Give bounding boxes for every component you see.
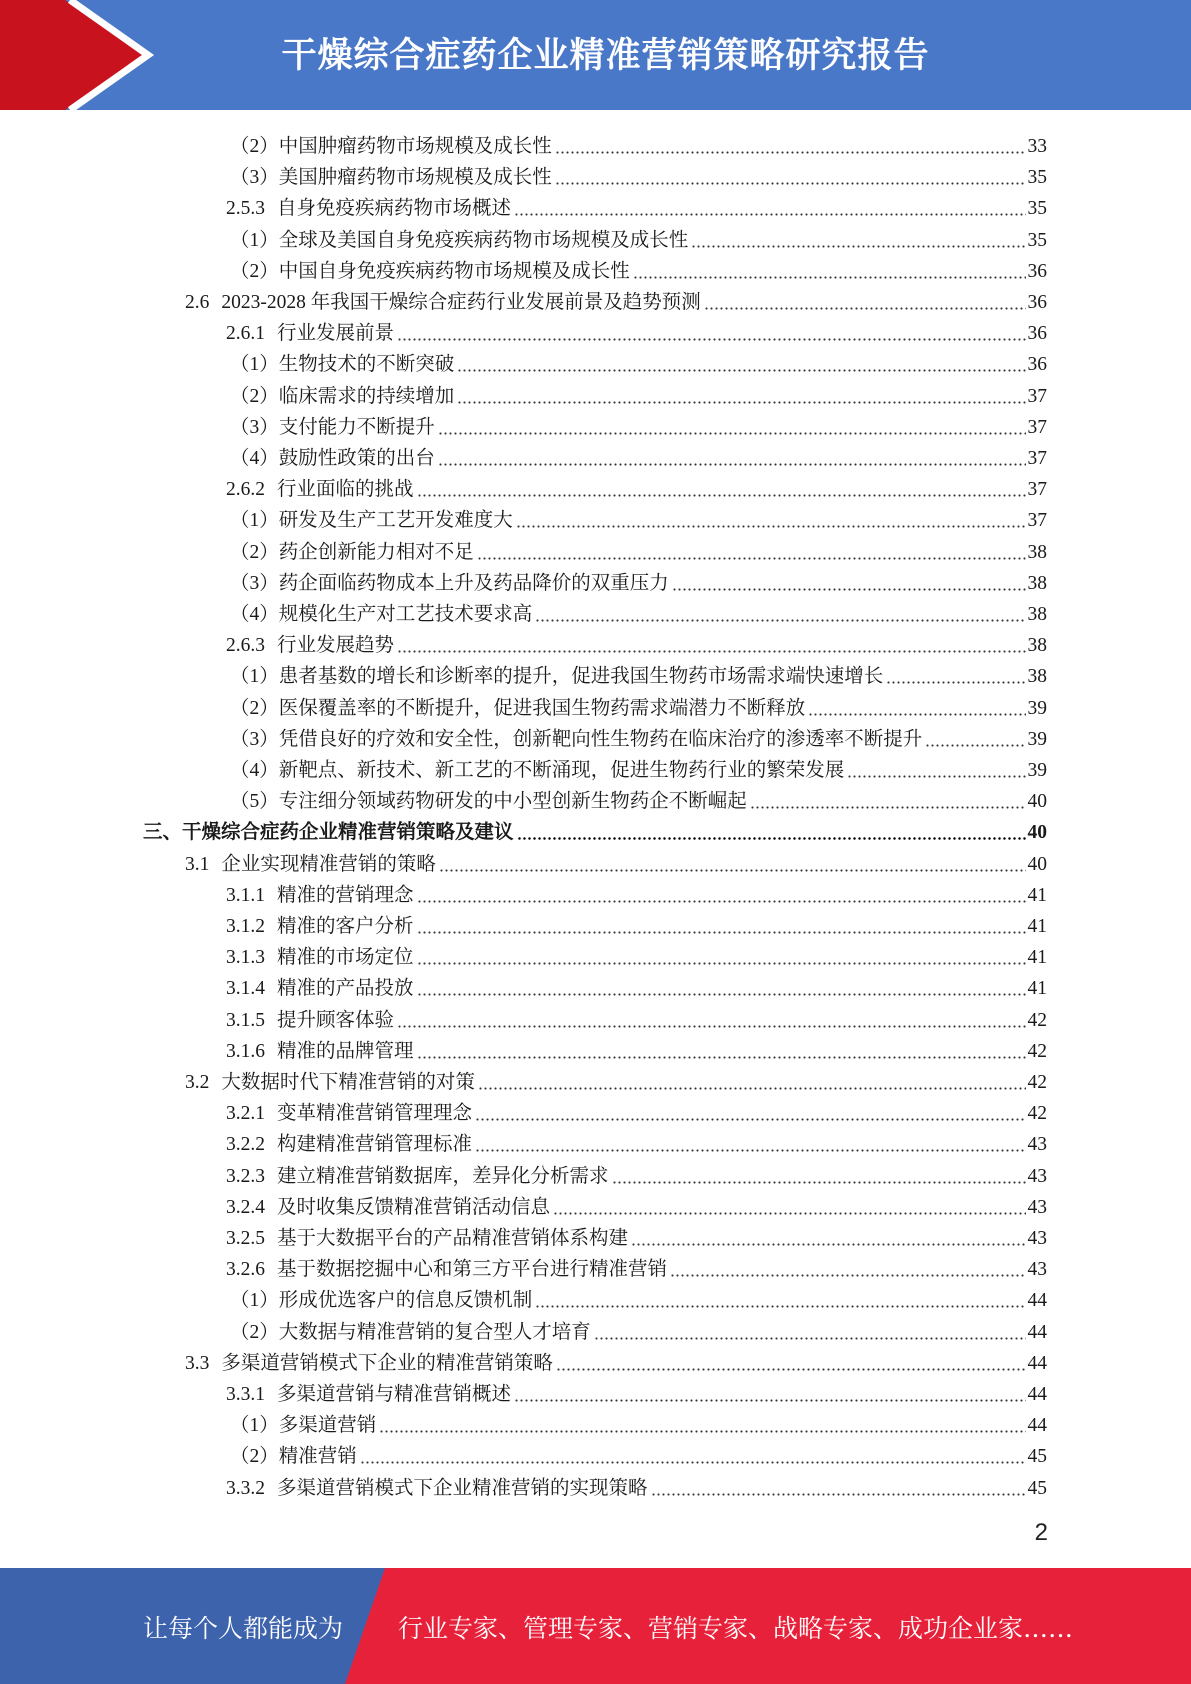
toc-entry-title: 建立精准营销数据库，差异化分析需求 <box>277 1165 609 1187</box>
toc-entry-title: 新靶点、新技术、新工艺的不断涌现，促进生物药行业的繁荣发展 <box>278 760 845 781</box>
toc-entry-title: 患者基数的增长和诊断率的提升，促进我国生物药市场需求端快速增长 <box>278 666 884 688</box>
toc-entry-number: 3.3.1 <box>226 1384 265 1405</box>
toc-entry-page: 37 <box>1027 416 1047 438</box>
toc-entry-page: 35 <box>1027 229 1047 251</box>
toc-dot-leader <box>555 151 1026 154</box>
toc-entry-title: 大数据与精准营销的复合型人才培育 <box>278 1321 591 1343</box>
toc-entry-title: 鼓励性政策的出台 <box>278 448 435 469</box>
toc-entry-page: 43 <box>1027 1259 1047 1281</box>
toc-entry-page: 39 <box>1027 697 1047 719</box>
toc-dot-leader <box>417 900 1026 903</box>
toc-entry-page: 44 <box>1027 1352 1047 1374</box>
toc-dot-leader <box>594 1337 1026 1340</box>
toc-entry-title: 多渠道营销模式下企业的精准营销策略 <box>221 1352 553 1374</box>
toc-entry[interactable] <box>226 908 1047 939</box>
toc-entry-number: 3.1.1 <box>226 884 265 906</box>
toc-entry[interactable] <box>226 1314 1047 1345</box>
toc-entry-title: 专注细分领域药物研发的中小型创新生物药企不断崛起 <box>278 791 747 813</box>
toc-dot-leader <box>651 1493 1026 1496</box>
toc-entry[interactable] <box>226 502 1047 533</box>
toc-dot-leader <box>925 744 1025 747</box>
toc-entry-page: 42 <box>1027 1009 1047 1031</box>
toc-dot-leader <box>397 338 1025 341</box>
toc-entry[interactable] <box>226 1407 1047 1438</box>
toc-entry-title: 中国自身免疫疾病药物市场规模及成长性 <box>278 260 630 282</box>
toc-entry[interactable] <box>226 471 1047 502</box>
toc-entry-number: （4） <box>230 604 279 625</box>
toc-entry-title: 干燥综合症药企业精准营销策略及建议 <box>182 822 514 844</box>
toc-entry-page: 35 <box>1027 167 1047 189</box>
toc-entry-page: 43 <box>1027 1165 1047 1187</box>
toc-entry-page: 38 <box>1027 666 1047 688</box>
toc-entry[interactable] <box>185 846 1047 877</box>
toc-entry-number: 3.2.4 <box>226 1196 265 1218</box>
toc-entry-number: 2.6.3 <box>226 635 265 657</box>
toc-entry-page: 38 <box>1027 635 1047 657</box>
footer-slogan-left: 让每个人都能成为 <box>143 1614 344 1643</box>
toc-entry-number: （1） <box>230 229 279 251</box>
toc-entry-title: 提升顾客体验 <box>277 1009 395 1031</box>
toc-entry-title: 医保覆盖率的不断提升，促进我国生物药需求端潜力不断释放 <box>278 697 806 719</box>
toc-entry[interactable] <box>226 1470 1047 1501</box>
toc-entry-title: 行业发展趋势 <box>277 635 395 657</box>
toc-entry[interactable] <box>185 284 1047 315</box>
toc-entry[interactable] <box>226 222 1047 253</box>
toc-dot-leader <box>417 993 1026 996</box>
toc-entry-number: 3.1.3 <box>226 947 265 969</box>
toc-dot-leader <box>514 213 1025 216</box>
toc-entry[interactable] <box>226 658 1047 689</box>
toc-entry[interactable] <box>226 877 1047 908</box>
toc-entry[interactable] <box>226 534 1047 565</box>
toc-dot-leader <box>612 1181 1026 1184</box>
toc-dot-leader <box>417 1056 1026 1059</box>
toc-entry-title: 基于大数据平台的产品精准营销体系构建 <box>277 1228 629 1249</box>
toc-entry-page: 45 <box>1027 1446 1047 1468</box>
toc-dot-leader <box>379 1430 1025 1433</box>
toc-entry[interactable] <box>226 440 1047 471</box>
toc-dot-leader <box>691 245 1025 248</box>
toc-entry-page: 44 <box>1027 1321 1047 1343</box>
toc-entry-title: 及时收集反馈精准营销活动信息 <box>277 1196 551 1218</box>
toc-dot-leader <box>457 369 1025 372</box>
toc-entry-page: 44 <box>1027 1415 1047 1437</box>
toc-entry-number: （4） <box>230 760 279 781</box>
toc-entry-page: 38 <box>1027 541 1047 563</box>
toc-entry-page: 44 <box>1027 1384 1047 1405</box>
toc-entry-title: 美国肿瘤药物市场规模及成长性 <box>278 167 552 189</box>
toc-entry-title: 支付能力不断提升 <box>278 416 435 438</box>
toc-dot-leader <box>438 432 1026 435</box>
toc-entry-page: 44 <box>1027 1290 1047 1312</box>
toc-entry-number: 三、 <box>143 822 183 844</box>
footer-banner <box>0 1568 1191 1684</box>
toc-entry-page: 40 <box>1027 822 1047 844</box>
toc-dot-leader <box>633 276 1026 279</box>
toc-dot-leader <box>672 588 1026 591</box>
toc-entry-page: 45 <box>1027 1477 1047 1499</box>
toc-entry-page: 37 <box>1027 479 1047 501</box>
toc-entry-title: 基于数据挖掘中心和第三方平台进行精准营销 <box>277 1259 668 1281</box>
toc-entry-title: 精准的客户分析 <box>277 916 414 937</box>
toc-entry-number: （3） <box>230 572 279 594</box>
header-banner <box>0 0 1191 110</box>
toc-entry-number: 3.2 <box>185 1072 210 1093</box>
toc-dot-leader <box>417 931 1026 934</box>
toc-entry-page: 42 <box>1027 1040 1047 1062</box>
toc-entry-number: （1） <box>230 1415 279 1437</box>
toc-entry-page: 41 <box>1027 947 1047 969</box>
toc-entry-title: 规模化生产对工艺技术要求高 <box>278 604 533 625</box>
toc-entry-number: （2） <box>230 1446 279 1468</box>
toc-dot-leader <box>516 525 1026 528</box>
toc-entry-number: 2.6 <box>185 292 210 313</box>
toc-entry-number: （1） <box>230 354 279 376</box>
toc-entry-title: 2023-2028 年我国干燥综合症药行业发展前景及趋势预测 <box>221 292 701 313</box>
toc-dot-leader <box>631 1243 1025 1246</box>
toc-dot-leader <box>475 1149 1025 1152</box>
toc-dot-leader <box>517 837 1026 840</box>
toc-entry-number: （3） <box>230 728 279 750</box>
toc-dot-leader <box>553 1212 1025 1215</box>
toc-entry-page: 38 <box>1027 604 1047 625</box>
toc-dot-leader <box>475 1118 1025 1121</box>
toc-dot-leader <box>704 307 1026 310</box>
toc-entry-title: 精准的品牌管理 <box>277 1040 414 1062</box>
toc-entry[interactable] <box>226 378 1047 409</box>
toc-entry-page: 41 <box>1027 978 1047 1000</box>
toc-dot-leader <box>478 1087 1026 1090</box>
toc-entry[interactable] <box>226 970 1047 1001</box>
toc-entry-number: 2.6.2 <box>226 479 265 501</box>
toc-entry-title: 精准的市场定位 <box>277 947 414 969</box>
toc-entry-title: 研发及生产工艺开发难度大 <box>278 510 513 532</box>
toc-entry-title: 多渠道营销模式下企业精准营销的实现策略 <box>277 1477 648 1499</box>
toc-entry-number: （2） <box>230 541 279 563</box>
toc-entry-number: 3.1.2 <box>226 916 265 937</box>
toc-entry-number: （5） <box>230 791 279 813</box>
toc-entry[interactable] <box>226 1189 1047 1220</box>
toc-entry-number: （2） <box>230 1321 279 1343</box>
toc-entry-title: 构建精准营销管理标准 <box>277 1134 473 1156</box>
toc-entry-page: 43 <box>1027 1134 1047 1156</box>
toc-entry[interactable] <box>226 565 1047 596</box>
toc-entry[interactable] <box>226 1438 1047 1469</box>
toc-dot-leader <box>808 713 1025 716</box>
toc-entry[interactable] <box>226 409 1047 440</box>
toc-entry[interactable] <box>226 1220 1047 1251</box>
toc-entry[interactable] <box>143 814 1047 845</box>
toc-entry-number: （3） <box>230 416 279 438</box>
toc-entry[interactable] <box>226 346 1047 377</box>
toc-entry-title: 精准的产品投放 <box>277 978 414 1000</box>
toc-entry[interactable] <box>185 1345 1047 1376</box>
toc-entry[interactable] <box>226 596 1047 627</box>
toc-entry-number: （2） <box>230 136 279 157</box>
toc-entry-title: 全球及美国自身免疫疾病药物市场规模及成长性 <box>278 229 689 251</box>
toc-entry-number: （2） <box>230 260 279 282</box>
toc-dot-leader <box>457 401 1025 404</box>
toc-entry-number: （4） <box>230 448 279 469</box>
toc-dot-leader <box>438 463 1026 466</box>
toc-entry-number: 3.2.6 <box>226 1259 265 1281</box>
toc-entry-page: 40 <box>1027 853 1047 875</box>
toc-entry-number: 3.2.2 <box>226 1134 265 1156</box>
toc-entry[interactable] <box>226 1251 1047 1282</box>
toc-entry-number: （2） <box>230 385 279 407</box>
toc-dot-leader <box>886 681 1025 684</box>
toc-entry[interactable] <box>226 159 1047 190</box>
toc-entry-page: 37 <box>1027 448 1047 469</box>
toc-entry-number: 3.1.6 <box>226 1040 265 1062</box>
toc-entry[interactable] <box>226 128 1047 159</box>
toc-entry[interactable] <box>226 1158 1047 1189</box>
toc-entry-page: 36 <box>1027 354 1047 376</box>
toc-entry-number: （2） <box>230 697 279 719</box>
toc-entry[interactable] <box>226 190 1047 221</box>
toc-dot-leader <box>397 650 1025 653</box>
toc-dot-leader <box>670 1274 1025 1277</box>
toc-entry[interactable] <box>226 1376 1047 1407</box>
toc-dot-leader <box>535 1305 1025 1308</box>
toc-entry-page: 43 <box>1027 1228 1047 1249</box>
toc-entry-page: 39 <box>1027 760 1047 781</box>
toc-dot-leader <box>477 557 1026 560</box>
toc-entry-title: 临床需求的持续增加 <box>278 385 455 407</box>
toc-dot-leader <box>535 619 1025 622</box>
toc-dot-leader <box>514 1399 1025 1402</box>
report-title: 干燥综合症药企业精准营销策略研究报告 <box>281 36 930 76</box>
toc-entry-page: 43 <box>1027 1196 1047 1218</box>
toc-entry-title: 形成优选客户的信息反馈机制 <box>278 1290 533 1312</box>
toc-entry-page: 41 <box>1027 916 1047 937</box>
toc-entry-number: （3） <box>230 167 279 189</box>
toc-entry-title: 行业发展前景 <box>277 323 395 345</box>
toc-entry-title: 中国肿瘤药物市场规模及成长性 <box>278 136 552 157</box>
toc-dot-leader <box>847 775 1025 778</box>
toc-entry-title: 药企面临药物成本上升及药品降价的双重压力 <box>278 572 669 594</box>
toc-entry-title: 大数据时代下精准营销的对策 <box>221 1072 475 1093</box>
toc-entry[interactable] <box>226 253 1047 284</box>
toc-entry-page: 36 <box>1027 260 1047 282</box>
toc-entry[interactable] <box>226 627 1047 658</box>
toc-entry-number: 3.3.2 <box>226 1477 265 1499</box>
toc-entry-number: 3.1.5 <box>226 1009 265 1031</box>
toc-entry-page: 36 <box>1027 323 1047 345</box>
toc-entry-number: 3.1.4 <box>226 978 265 1000</box>
toc-entry[interactable] <box>226 1033 1047 1064</box>
toc-dot-leader <box>397 1025 1025 1028</box>
footer-slogan-right: 行业专家、管理专家、营销专家、战略专家、成功企业家…… <box>398 1614 1074 1643</box>
toc-entry-title: 自身免疫疾病药物市场概述 <box>277 198 512 220</box>
toc-entry[interactable] <box>226 752 1047 783</box>
toc-entry[interactable] <box>226 1126 1047 1157</box>
page-number: 2 <box>1034 1519 1048 1546</box>
toc-entry-page: 33 <box>1027 136 1047 157</box>
toc-entry-title: 变革精准营销管理理念 <box>277 1103 473 1125</box>
toc-entry-number: 3.3 <box>185 1352 210 1374</box>
toc-entry[interactable] <box>226 1282 1047 1313</box>
toc-entry-number: 3.2.3 <box>226 1165 265 1187</box>
toc-entry-page: 36 <box>1027 292 1047 313</box>
toc-dot-leader <box>417 962 1026 965</box>
toc-entry[interactable] <box>226 939 1047 970</box>
toc-entry-number: （1） <box>230 1290 279 1312</box>
toc-entry-title: 生物技术的不断突破 <box>278 354 455 376</box>
toc-entry[interactable] <box>226 1095 1047 1126</box>
toc-entry-title: 凭借良好的疗效和安全性，创新靶向性生物药在临床治疗的渗透率不断提升 <box>278 728 923 750</box>
toc-entry-title: 多渠道营销与精准营销概述 <box>277 1384 512 1405</box>
toc-entry-title: 多渠道营销 <box>278 1415 377 1437</box>
toc-entry-page: 39 <box>1027 728 1047 750</box>
toc-entry-number: 3.1 <box>185 853 210 875</box>
toc-dot-leader <box>555 182 1026 185</box>
toc-entry-page: 37 <box>1027 510 1047 532</box>
toc-entry-page: 40 <box>1027 791 1047 813</box>
toc-entry-page: 41 <box>1027 884 1047 906</box>
toc-entry-number: 2.6.1 <box>226 323 265 345</box>
toc-entry-number: （1） <box>230 510 279 532</box>
toc-entry[interactable] <box>226 783 1047 814</box>
toc-entry-page: 35 <box>1027 198 1047 220</box>
toc-entry[interactable] <box>226 690 1047 721</box>
toc-entry-page: 42 <box>1027 1103 1047 1125</box>
toc-dot-leader <box>417 494 1026 497</box>
toc-entry-number: 3.2.5 <box>226 1228 265 1249</box>
toc-entry-page: 42 <box>1027 1072 1047 1093</box>
toc-entry-title: 行业面临的挑战 <box>277 479 414 501</box>
toc-entry-number: 2.5.3 <box>226 198 265 220</box>
toc-entry[interactable] <box>226 315 1047 346</box>
toc-dot-leader <box>360 1461 1026 1464</box>
toc-entry-title: 药企创新能力相对不足 <box>278 541 474 563</box>
toc-entry[interactable] <box>226 1002 1047 1033</box>
toc-entry[interactable] <box>185 1064 1047 1095</box>
toc-dot-leader <box>556 1368 1026 1371</box>
toc-entry-number: 3.2.1 <box>226 1103 265 1125</box>
toc-entry-page: 38 <box>1027 572 1047 594</box>
toc-entry-number: （1） <box>230 666 279 688</box>
toc-dot-leader <box>750 806 1026 809</box>
toc-dot-leader <box>439 869 1026 872</box>
toc-entry-title: 企业实现精准营销的策略 <box>221 853 436 875</box>
toc-entry-title: 精准营销 <box>278 1446 357 1468</box>
toc-entry-page: 37 <box>1027 385 1047 407</box>
toc-entry[interactable] <box>226 721 1047 752</box>
toc-entry-title: 精准的营销理念 <box>277 884 414 906</box>
